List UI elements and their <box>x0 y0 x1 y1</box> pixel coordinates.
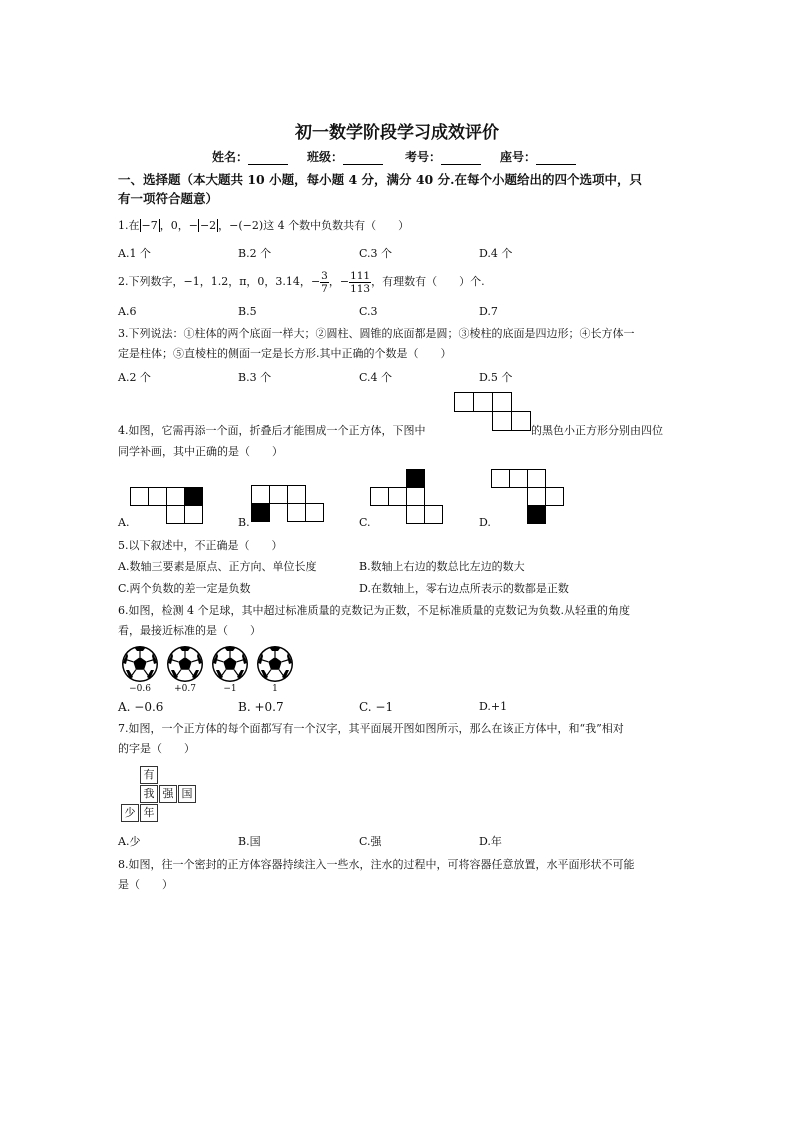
net-cell <box>370 487 389 506</box>
q3-option-b[interactable]: B.3 个 <box>238 371 272 384</box>
q1-option-b[interactable]: B.2 个 <box>238 247 272 260</box>
q4-option-a[interactable]: A. <box>118 516 130 529</box>
q7-option-a[interactable]: A.少 <box>118 835 141 848</box>
q5-option-b[interactable]: B.数轴上右边的数总比左边的数大 <box>359 560 525 573</box>
net-cell-black <box>251 503 270 522</box>
q2-frac1 <box>320 270 329 295</box>
q4-option-c[interactable]: C. <box>359 516 371 529</box>
soccer-ball-icon <box>122 646 158 682</box>
q3-option-c[interactable]: C.4 个 <box>359 371 393 384</box>
net-cell <box>251 485 270 504</box>
net-cell <box>269 485 288 504</box>
q2-frac1-den: 7 <box>321 282 328 295</box>
seat-blank[interactable] <box>536 152 576 165</box>
exam-number-field <box>405 148 481 165</box>
net-cell <box>492 392 512 412</box>
net-face-guo: 国 <box>178 785 196 803</box>
q4-net-figure <box>454 392 534 432</box>
net-cell-black <box>406 469 425 488</box>
q1-suffix: 这 4 个数中负数共有（ ） <box>263 219 410 232</box>
section-heading-line2: 有一项符合题意） <box>118 191 219 206</box>
q4-line2: 同学补画，其中正确的是（ ） <box>118 445 283 458</box>
exam-label: 考号： <box>405 150 442 164</box>
q7-option-c[interactable]: C.强 <box>359 835 382 848</box>
net-cell <box>491 469 510 488</box>
net-face-shao: 少 <box>121 804 139 822</box>
name-field <box>212 148 288 165</box>
q2-frac2-num: 111 <box>350 269 371 282</box>
net-cell <box>424 505 443 524</box>
net-cell <box>406 487 425 506</box>
class-label: 班级： <box>307 150 344 164</box>
net-cell <box>454 392 474 412</box>
net-cell <box>473 392 493 412</box>
q2-stem <box>118 268 485 296</box>
q4-option-d[interactable]: D. <box>479 516 491 529</box>
q6-option-b[interactable]: B. +0.7 <box>238 700 284 714</box>
class-blank[interactable] <box>343 152 383 165</box>
seat-field <box>500 148 576 165</box>
q5-line1: 5.以下叙述中，不正确是（ ） <box>118 539 283 552</box>
q2-option-b[interactable]: B.5 <box>238 305 257 318</box>
soccer-ball-icon <box>212 646 248 682</box>
q2-option-a[interactable]: A.6 <box>118 305 137 318</box>
ball-label-4: 1 <box>272 684 278 694</box>
q1-abs-1: −7 <box>141 219 158 232</box>
q3-option-d[interactable]: D.5 个 <box>479 371 513 384</box>
q7-option-b[interactable]: B.国 <box>238 835 261 848</box>
ball-label-2: +0.7 <box>174 684 196 694</box>
q1-sep1: ，0， <box>159 219 189 232</box>
q3-line1: 3.下列说法：①柱体的两个底面一样大；②圆柱、圆锥的底面都是圆；③棱柱的底面是四边形；④长方体一 <box>118 327 635 340</box>
ball-label-1: −0.6 <box>129 684 151 694</box>
net-cell-black <box>527 505 546 524</box>
q2-frac2-sign: − <box>339 275 350 288</box>
ball-label-3: −1 <box>223 684 237 694</box>
net-cell <box>527 469 546 488</box>
net-cell <box>305 503 324 522</box>
q1-abs-2: −2 <box>199 219 217 232</box>
q3-line2: 定是柱体；⑤直棱柱的侧面一定是长方形.其中正确的个数是（ ） <box>118 347 452 360</box>
exam-blank[interactable] <box>441 152 481 165</box>
net-cell <box>166 505 185 524</box>
q6-option-c[interactable]: C. −1 <box>359 700 394 714</box>
q2-prefix: 2.下列数字，−1，1.2，π，0，3.14， <box>118 275 311 288</box>
q4-option-b[interactable]: B. <box>238 516 250 529</box>
net-cell-black <box>184 487 203 506</box>
q1-option-c[interactable]: C.3 个 <box>359 247 393 260</box>
net-cell <box>406 505 425 524</box>
q7-option-d[interactable]: D.年 <box>479 835 502 848</box>
net-cell <box>545 487 564 506</box>
net-cell <box>166 487 185 506</box>
q2-frac2 <box>349 270 371 295</box>
soccer-ball-icon <box>257 646 293 682</box>
q1-option-a[interactable]: A.1 个 <box>118 247 151 260</box>
net-cell <box>388 487 407 506</box>
net-cell <box>492 411 512 431</box>
net-cell <box>509 469 528 488</box>
q8-line1: 8.如图，往一个密封的正方体容器持续注入一些水，注水的过程中，可将容器任意放置，水平面形状不可能 <box>118 858 635 871</box>
q8-line2: 是（ ） <box>118 878 173 891</box>
net-face-qiang: 强 <box>159 785 177 803</box>
name-label: 姓名： <box>212 150 249 164</box>
net-cell <box>511 411 531 431</box>
q2-frac2-den: 113 <box>350 282 371 295</box>
net-cell <box>184 505 203 524</box>
seat-label: 座号： <box>500 150 537 164</box>
q4-line1b: 的黑色小正方形分别由四位 <box>531 424 663 437</box>
q6-line1: 6.如图，检测 4 个足球，其中超过标准质量的克数记为正数，不足标准质量的克数记为负数.从轻重的角度 <box>118 604 630 617</box>
q6-option-a[interactable]: A. −0.6 <box>118 700 164 714</box>
q4-line1a: 4.如图，它需再添一个面，折叠后才能围成一个正方体，下图中 <box>118 424 426 437</box>
soccer-balls-figure <box>120 644 310 686</box>
q2-frac1-num: 3 <box>321 269 328 282</box>
name-blank[interactable] <box>248 152 288 165</box>
net-cell <box>148 487 167 506</box>
section-heading-line1: 一、选择题（本大题共 10 小题，每小题 4 分，满分 40 分.在每个小题给出的四个选项中，只 <box>118 172 642 187</box>
q1-sep2: ， <box>218 219 230 232</box>
q5-option-d[interactable]: D.在数轴上，零右边点所表示的数都是正数 <box>359 582 569 595</box>
net-cell <box>287 503 306 522</box>
q6-option-d[interactable]: D.+1 <box>479 700 508 713</box>
q1-neg: − <box>188 219 198 232</box>
soccer-ball-icon <box>167 646 203 682</box>
class-field <box>307 148 383 165</box>
q2-option-c[interactable]: C.3 <box>359 305 378 318</box>
page-title: 初一数学阶段学习成效评价 <box>295 123 499 143</box>
q1-stem <box>118 218 409 234</box>
q1-option-d[interactable]: D.4 个 <box>479 247 513 260</box>
q3-option-a[interactable]: A.2 个 <box>118 371 151 384</box>
net-face-you: 有 <box>140 766 158 784</box>
q7-line1: 7.如图，一个正方体的每个面都写有一个汉字，其平面展开图如图所示，那么在该正方体中，和“我”相对 <box>118 722 624 735</box>
q2-option-d[interactable]: D.7 <box>479 305 498 318</box>
q1-prefix: 1.在 <box>118 219 140 232</box>
q5-option-c[interactable]: C.两个负数的差一定是负数 <box>118 582 251 595</box>
q2-frac1-sign: − <box>310 275 321 288</box>
net-cell <box>527 487 546 506</box>
q2-sep: ， <box>328 275 340 288</box>
net-cell <box>287 485 306 504</box>
q7-line2: 的字是（ ） <box>118 742 195 755</box>
q5-option-a[interactable]: A.数轴三要素是原点、正方向、单位长度 <box>118 560 317 573</box>
net-cell <box>130 487 149 506</box>
net-face-nian: 年 <box>140 804 158 822</box>
net-face-wo: 我 <box>140 785 158 803</box>
q1-v3: −(−2) <box>229 219 264 232</box>
q7-cube-net <box>120 766 200 826</box>
q6-line2: 看，最接近标准的是（ ） <box>118 624 261 637</box>
q2-suffix: ，有理数有（ ）个. <box>371 275 485 288</box>
